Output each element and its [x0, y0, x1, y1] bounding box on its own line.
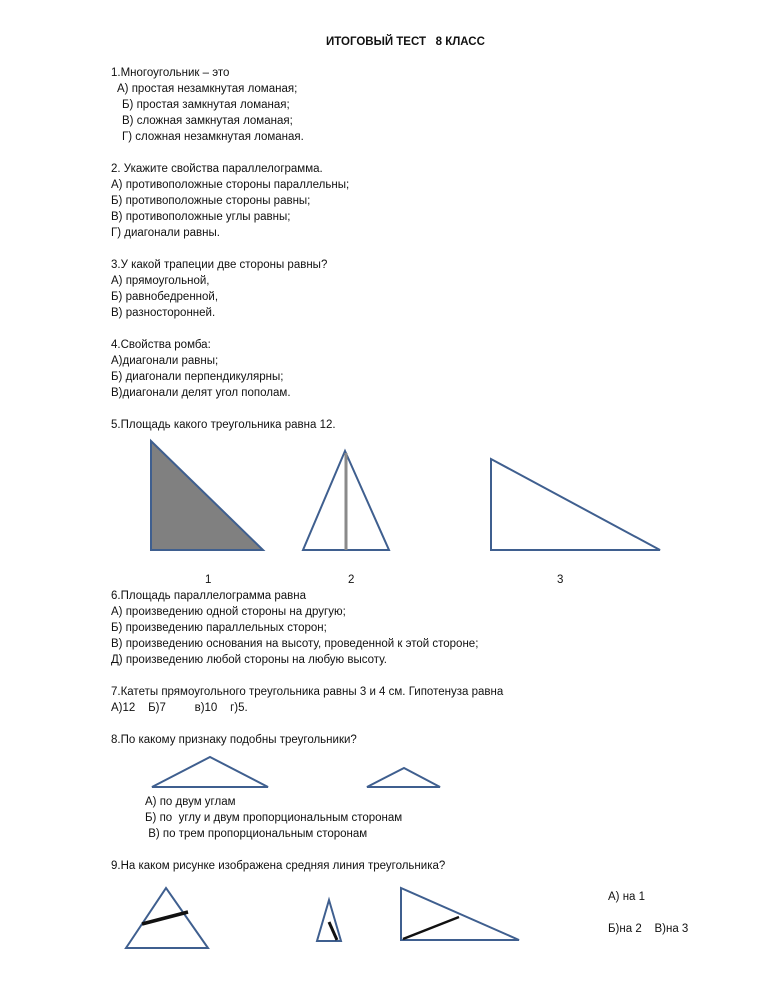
answer-option: Б) простая замкнутая ломаная;: [122, 99, 290, 111]
answer-option: А) прямоугольной,: [111, 275, 210, 287]
question-text: 1.Многоугольник – это: [111, 67, 230, 79]
answer-option: А) произведению одной стороны на другую;: [111, 606, 346, 618]
figure-label-3: 3: [557, 574, 564, 586]
answer-option: А)диагонали равны;: [111, 355, 219, 367]
q9-answer-a: А) на 1: [608, 891, 646, 903]
answer-option: А) по двум углам: [145, 796, 236, 808]
answer-option: Б) произведению параллельных сторон;: [111, 622, 327, 634]
q9-answer-bv: Б)на 2 В)на 3: [608, 923, 689, 935]
answer-option: Д) произведению любой стороны на любую высоту.: [111, 654, 387, 666]
q9-triangle-2: [317, 900, 341, 941]
q9-segment-3: [403, 917, 459, 939]
question-text: 7.Катеты прямоугольного треугольника равны 3 и 4 см. Гипотенуза равна: [111, 686, 504, 698]
answer-option: В) сложная замкнутая ломаная;: [122, 115, 293, 127]
question-text: 6.Площадь параллелограмма равна: [111, 590, 306, 602]
question-text: 4.Свойства ромба:: [111, 339, 211, 351]
question-text: 3.У какой трапеции две стороны равны?: [111, 259, 328, 271]
question-text: 8.По какому признаку подобны треугольники?: [111, 734, 357, 746]
answer-option: В) противоположные углы равны;: [111, 211, 291, 223]
answer-option: В) разносторонней.: [111, 307, 216, 319]
page-title: ИТОГОВЫЙ ТЕСТ 8 КЛАСС: [326, 36, 485, 48]
answer-option: Б) диагонали перпендикулярны;: [111, 371, 284, 383]
answer-option: В) по трем пропорциональным сторонам: [145, 828, 368, 840]
question-text: 5.Площадь какого треугольника равна 12.: [111, 419, 336, 431]
answer-option: В) произведению основания на высоту, проведенной к этой стороне;: [111, 638, 479, 650]
answer-option: А) простая незамкнутая ломаная;: [117, 83, 298, 95]
answer-option: Г) сложная незамкнутая ломаная.: [122, 131, 304, 143]
answer-option: Б) равнобедренной,: [111, 291, 219, 303]
answer-option: В)диагонали делят угол пополам.: [111, 387, 291, 399]
answer-option: Б) противоположные стороны равны;: [111, 195, 311, 207]
answer-option: Б) по углу и двум пропорциональным сторонам: [145, 812, 403, 824]
figure-label-1: 1: [205, 574, 212, 586]
answer-options: А)12 Б)7 в)10 г)5.: [111, 702, 248, 714]
figure-label-2: 2: [348, 574, 355, 586]
answer-option: Г) диагонали равны.: [111, 227, 220, 239]
answer-option: А) противоположные стороны параллельны;: [111, 179, 350, 191]
question-text: 2. Укажите свойства параллелограмма.: [111, 163, 323, 175]
question-text: 9.На каком рисунке изображена средняя линия треугольника?: [111, 860, 446, 872]
